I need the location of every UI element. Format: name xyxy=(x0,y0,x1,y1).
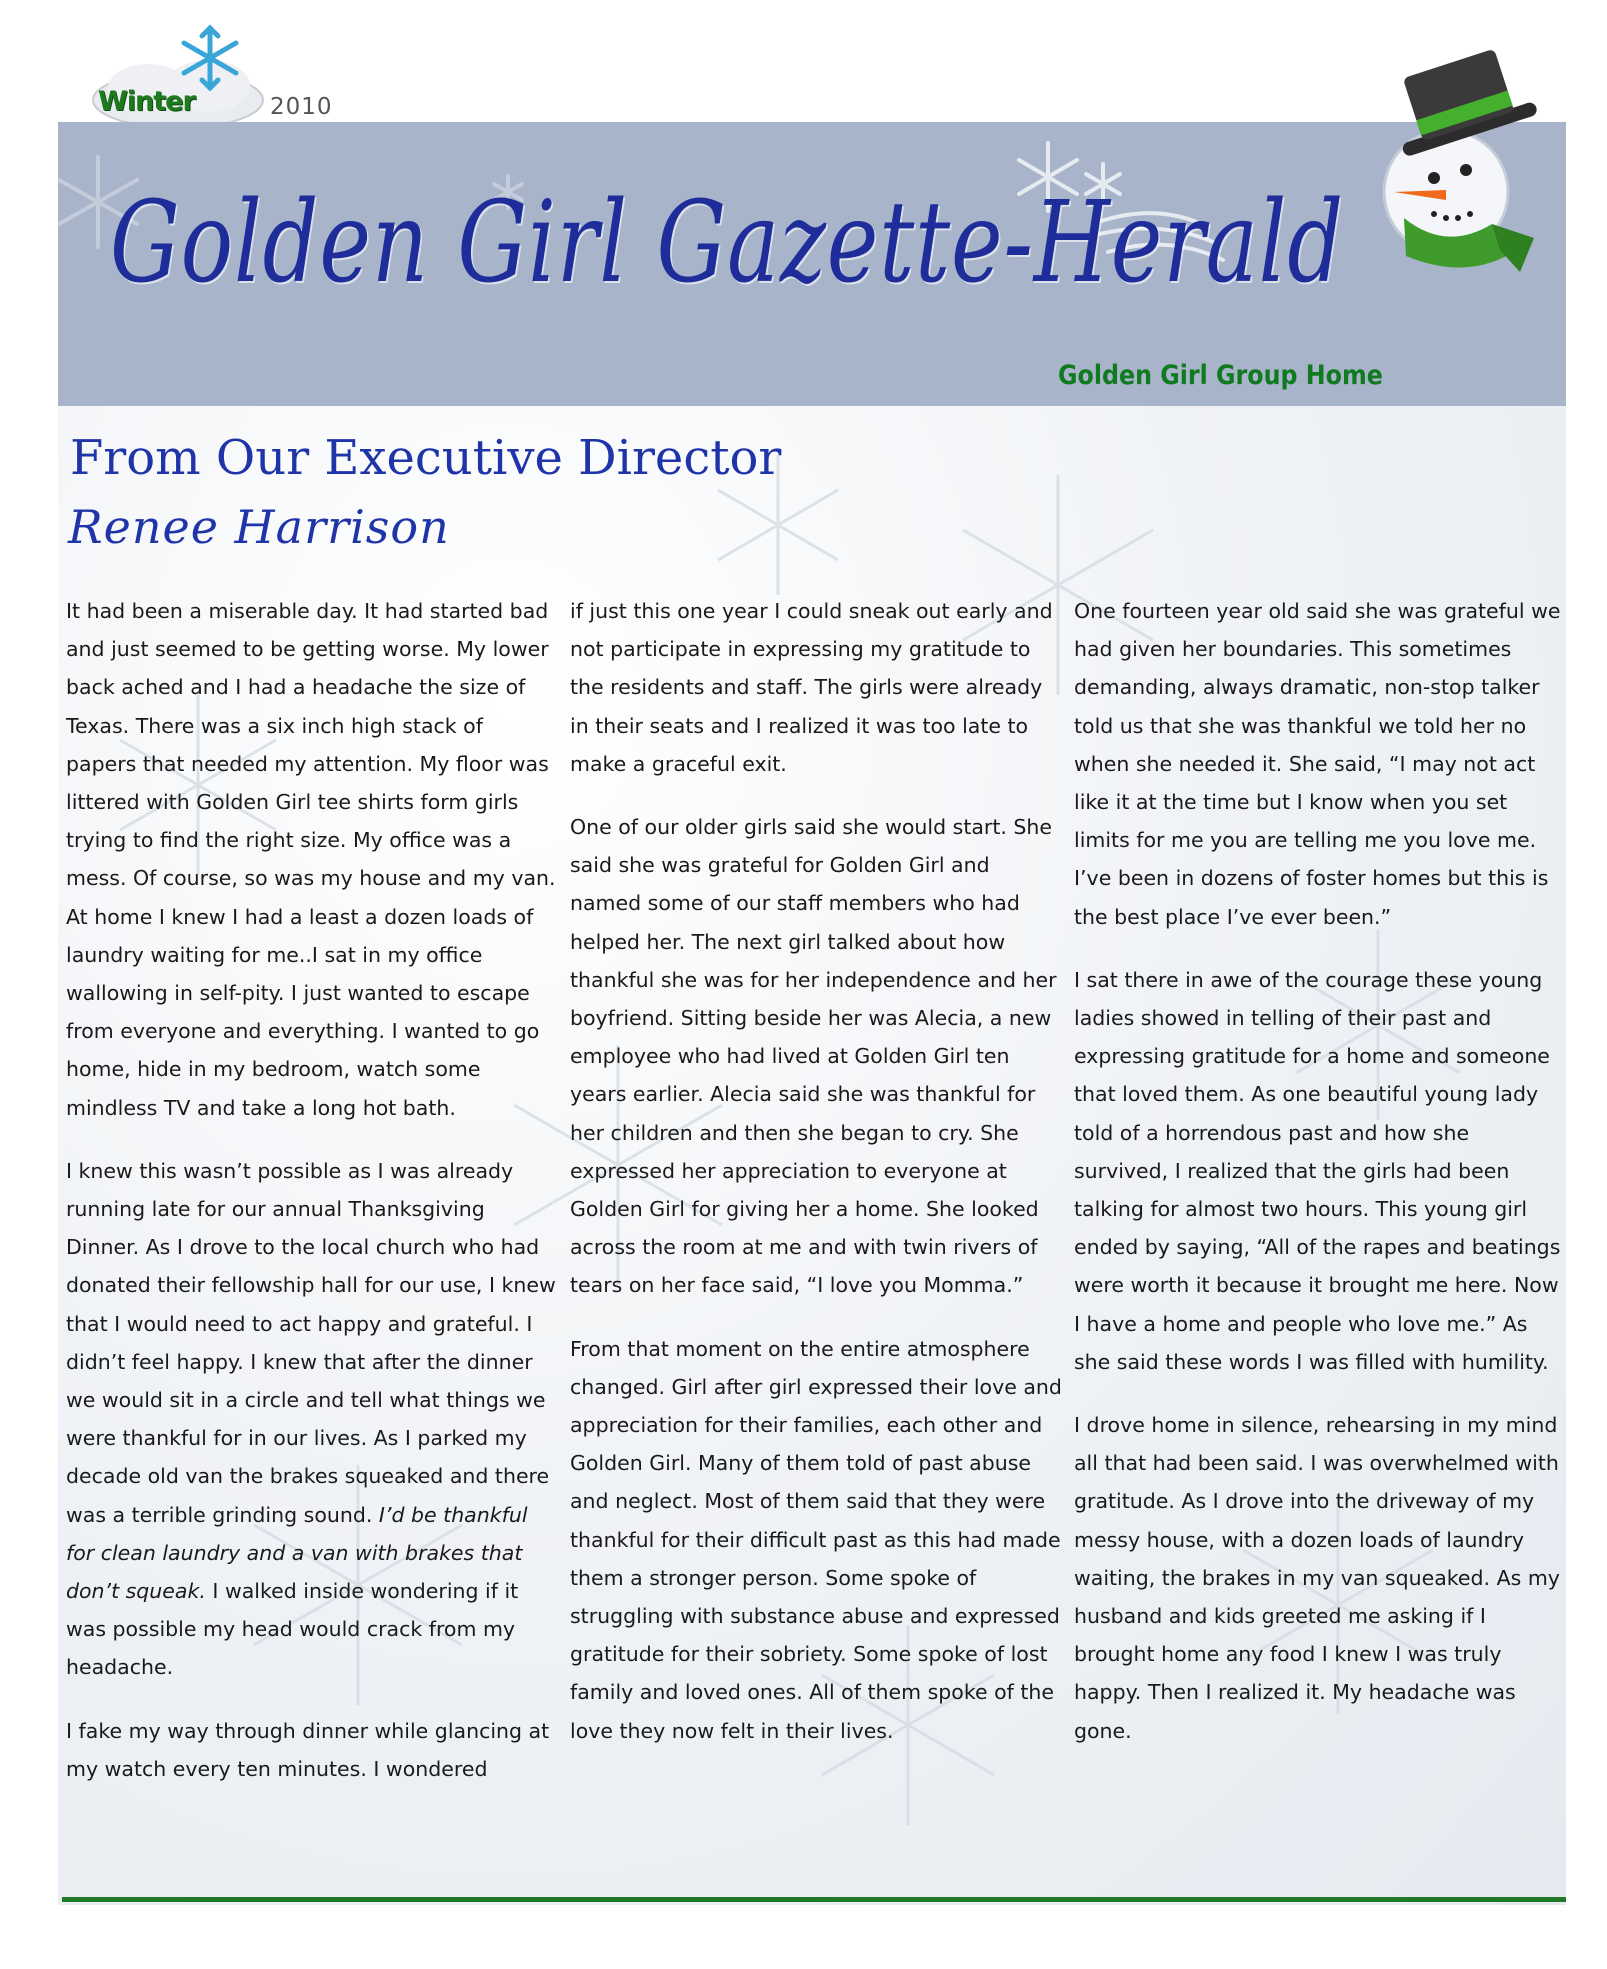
snowman-icon xyxy=(1296,42,1566,282)
paragraph: From that moment on the entire atmosphere changed. Girl after girl expressed their love and appreciation for their families, each other and Golden Girl. Many of them told of past abuse and neglect. Most of them said that they were thankful for their difficult past as this had made them a stronger person. Some spoke of struggling with substance abuse and expressed gratitude for their sobriety. Some spoke of lost family and loved ones. All of them spoke of the love they now felt in their lives. xyxy=(570,1336,1062,1743)
paragraph: One fourteen year old said she was grateful we had given her boundaries. This sometimes demanding, always dramatic, non-stop talker told us that she was thankful we told her no when she needed it. She said, “I may not act like it at the time but I know when you set limits for me you are telling me you love me. I’ve been in dozens of foster homes but this is the best place I’ve ever been.” xyxy=(1074,599,1561,929)
column-3 xyxy=(1074,592,1566,1775)
season-label: Winter xyxy=(98,86,195,117)
issue-year: 2010 xyxy=(270,94,333,120)
paragraph: I fake my way through dinner while glancing at my watch every ten minutes. I wondered xyxy=(66,1718,550,1781)
paragraph: I drove home in silence, rehearsing in my mind all that had been said. I was overwhelmed with gratitude. As I drove into the driveway of my messy house, with a dozen loads of laundry waiting, the brakes in my van squeaked. As my husband and kids greeted me asking if I brought home any food I knew I was truly happy. Then I realized it. My headache was gone. xyxy=(1074,1413,1560,1743)
masthead-subtitle: Golden Girl Group Home xyxy=(1058,360,1383,391)
paragraph: if just this one year I could sneak out early and not participate in expressing my gratitude to the residents and staff. The girls were already in their seats and I realized it was too late to make a graceful exit. xyxy=(570,599,1053,776)
italic-thought: I’d be thankful for clean laundry and a van with brakes that don’t squeak. xyxy=(66,1502,528,1604)
footer-divider xyxy=(62,1897,1566,1902)
article-title: From Our Executive Director xyxy=(70,430,782,486)
article-body xyxy=(66,592,1566,1862)
column-2 xyxy=(570,592,1062,1775)
column-1 xyxy=(66,592,558,1813)
paragraph: I knew this wasn’t possible as I was already running late for our annual Thanksgiving Dinner. As I drove to the local church who had donated their fellowship hall for our use, I knew that I would need to act happy and grateful. I didn’t feel happy. I knew that after the dinner we would sit in a circle and tell what things we were thankful for in our lives. As I parked my decade old van the brakes squeaked and there was a terrible grinding sound. I’d be thankful for clean laundry and a van with brakes that don’t squeak. I walked inside wondering if it was possible my head would crack from my headache. xyxy=(66,1158,556,1680)
paragraph: One of our older girls said she would start. She said she was grateful for Golden Girl and named some of our staff members who had helped her. The next girl talked about how thankful she was for her independence and her boyfriend. Sitting beside her was Alecia, a new employee who had lived at Golden Girl ten years earlier. Alecia said she was thankful for her children and then she began to cry. She expressed her appreciation to everyone at Golden Girl for giving her a home. She looked across the room at me and with twin rivers of tears on her face said, “I love you Momma.” xyxy=(570,815,1057,1298)
paragraph: I sat there in awe of the courage these young ladies showed in telling of their past and expressing gratitude for a home and someone that loved them. As one beautiful young lady told of a horrendous past and how she survived, I realized that the girls had been talking for almost two hours. This young girl ended by saying, “All of the rapes and beatings were worth it because it brought me here. Now I have a home and people who love me.” As she said these words I was filled with humility. xyxy=(1074,967,1561,1374)
paragraph: It had been a miserable day. It had started bad and just seemed to be getting worse. My lower back ached and I had a headache the size of Texas. There was a six inch high stack of papers that needed my attention. My floor was littered with Golden Girl tee shirts form girls trying to find the right size. My office was a mess. Of course, so was my house and my van. At home I knew I had a least a dozen loads of laundry waiting for me..I sat in my office wallowing in self-pity. I just wanted to escape from everyone and everything. I wanted to go home, hide in my bedroom, watch some mindless TV and take a long hot bath. xyxy=(66,599,556,1120)
article-author: Renee Harrison xyxy=(68,500,450,554)
masthead-title: Golden Girl Gazette-Herald xyxy=(110,178,1345,308)
